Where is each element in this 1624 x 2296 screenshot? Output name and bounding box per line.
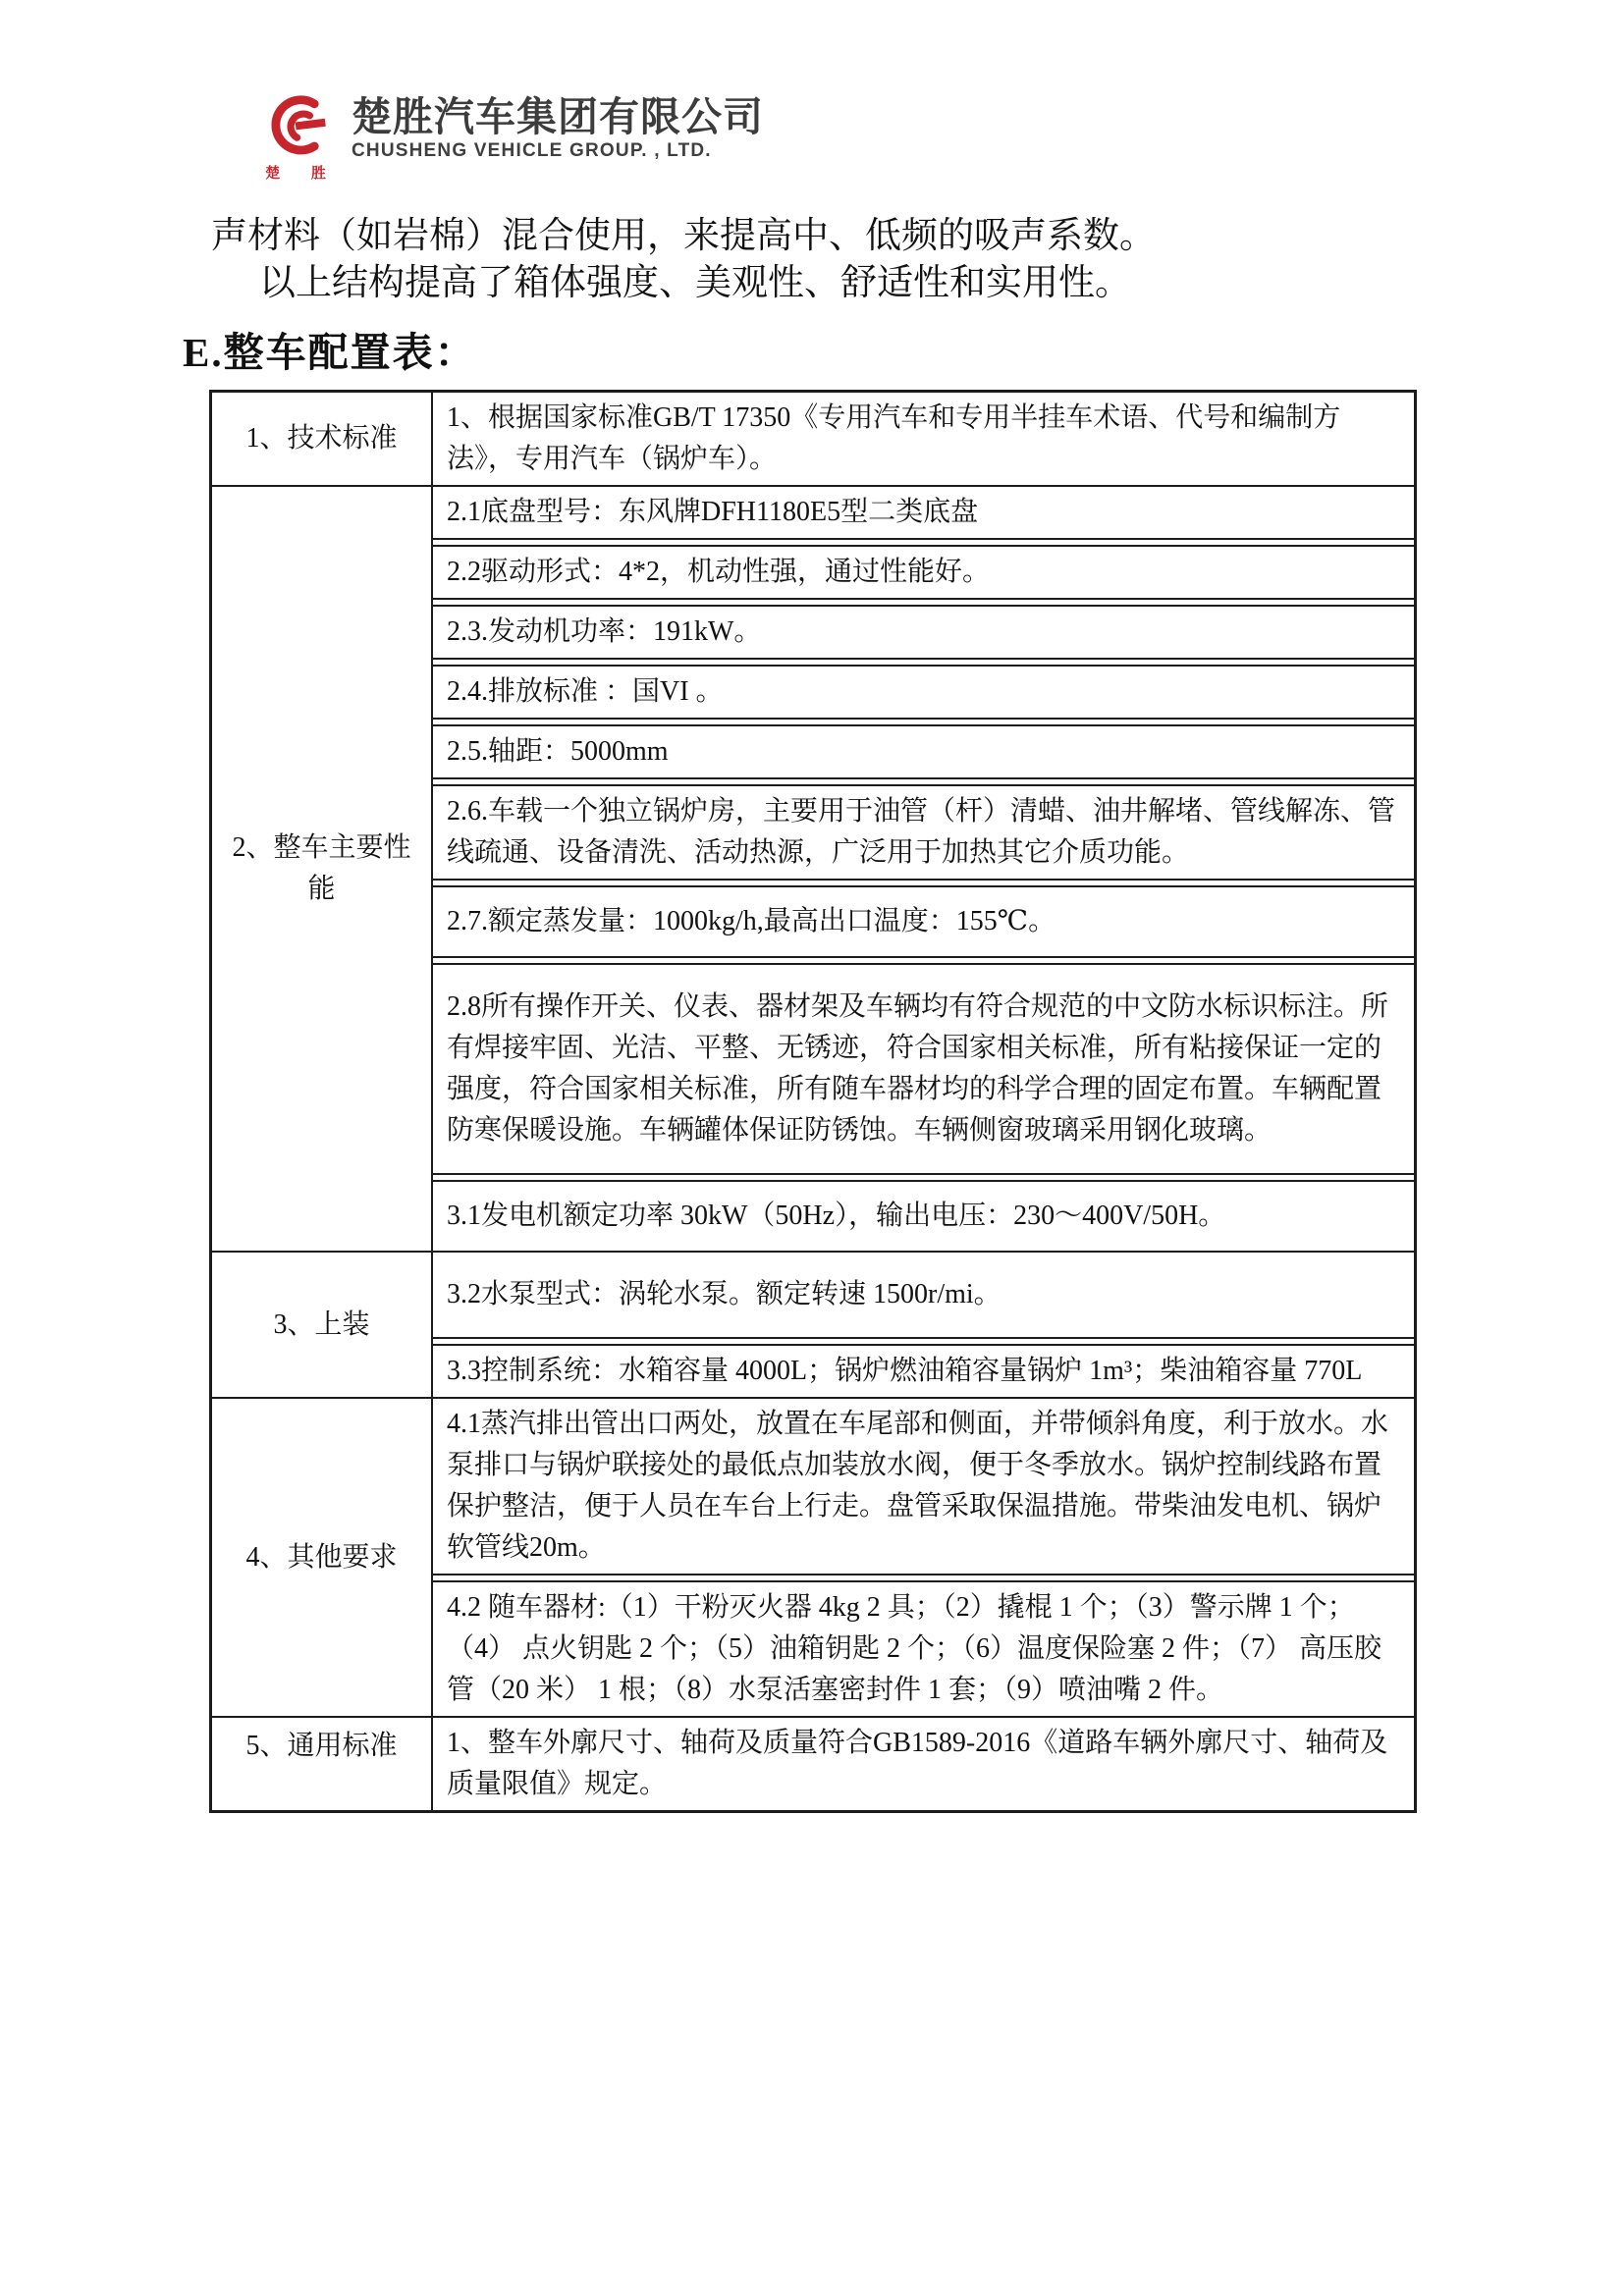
spec-cell: 2.3.发动机功率：191kW。 bbox=[433, 605, 1414, 658]
spec-cell: 4.1蒸汽排出管出口两处，放置在车尾部和侧面，并带倾斜角度，利于放水。水泵排口与锅炉联接处的最低点加装放水阀，便于冬季放水。锅炉控制线路布置保护整洁，便于人员在车台上行走。盘管采取保温措施。带柴油发电机、锅炉软管线20m。 bbox=[447, 1409, 1389, 1563]
table-row-group-2 bbox=[212, 485, 1414, 1251]
group-cells bbox=[433, 1399, 1414, 1716]
group-cells bbox=[433, 487, 1414, 1251]
group-label: 1、技术标准 bbox=[212, 393, 433, 485]
spec-cell: 3.1发电机额定功率 30kW（50Hz），输出电压：230～400V/50H。 bbox=[433, 1180, 1414, 1251]
group-cells bbox=[433, 1718, 1414, 1810]
spec-cell: 2.4.排放标准 ：国VI 。 bbox=[433, 665, 1414, 718]
group-label: 5、通用标准 bbox=[212, 1718, 433, 1810]
group-label: 4、其他要求 bbox=[212, 1399, 433, 1716]
spec-cell: 1、整车外廓尺寸、轴荷及质量符合GB1589-2016《道路车辆外廓尺寸、轴荷及质量限值》规定。 bbox=[447, 1728, 1388, 1799]
spec-cell: 3.2水泵型式：涡轮水泵。额定转速 1500r/mi。 bbox=[447, 1279, 1001, 1309]
spec-cell: 2.8所有操作开关、仪表、器材架及车辆均有符合规范的中文防水标识标注。所有焊接牢固、光洁、平整、无锈迹，符合国家相关标准，所有粘接保证一定的强度，符合国家相关标准，所有随车器材均的科学合理的固定布置。车辆配置防寒保暖设施。车辆罐体保证防锈蚀。车辆侧窗玻璃采用钢化玻璃。 bbox=[433, 963, 1414, 1173]
spec-cell: 2.6.车载一个独立锅炉房，主要用于油管（杆）清蜡、油井解堵、管线解冻、管线疏通、设备清洗、活动热源，广泛用于加热其它介质功能。 bbox=[433, 784, 1414, 879]
spec-cell: 3.3控制系统：水箱容量 4000L；锅炉燃油箱容量锅炉 1m³；柴油箱容量 770L bbox=[433, 1344, 1414, 1397]
company-name-cn: 楚胜汽车集团有限公司 bbox=[352, 94, 764, 139]
logo-text bbox=[352, 94, 764, 163]
spec-cell: 2.1底盘型号：东风牌DFH1180E5型二类底盘 bbox=[447, 497, 979, 527]
chusheng-logo-icon bbox=[264, 146, 335, 163]
spec-cell: 4.2 随车器材:（1）干粉灭火器 4kg 2 具；（2）撬棍 1 个；（3）警示牌 1 个；（4） 点火钥匙 2 个；（5）油箱钥匙 2 个；（6）温度保险塞 2 件；（7） 高压胶管（20 米） 1 根；（8）水泵活塞密封件 1 套；（9）喷油嘴 2 件。 bbox=[433, 1580, 1414, 1716]
table-row-group-1 bbox=[212, 393, 1414, 485]
spec-cell: 2.2驱动形式：4*2，机动性强，通过性能好。 bbox=[433, 545, 1414, 598]
spec-cell: 2.7.额定蒸发量：1000kg/h,最高出口温度：155℃。 bbox=[433, 885, 1414, 956]
group-label: 3、上装 bbox=[212, 1253, 433, 1397]
vehicle-config-table bbox=[209, 390, 1417, 1813]
logo-mark-label: 楚 胜 bbox=[265, 166, 340, 182]
table-row-group-4 bbox=[212, 1397, 1414, 1716]
section-heading: E.整车配置表： bbox=[183, 330, 477, 375]
logo-mark bbox=[257, 94, 342, 183]
table-row-group-3 bbox=[212, 1251, 1414, 1397]
company-logo bbox=[257, 94, 764, 183]
spec-cell: 1、根据国家标准GB/T 17350《专用汽车和专用半挂车术语、代号和编制方法》，专用汽车（锅炉车）。 bbox=[447, 402, 1341, 474]
table-row-group-5 bbox=[212, 1716, 1414, 1810]
company-name-en: CHUSHENG VEHICLE GROUP. , LTD. bbox=[352, 140, 712, 161]
intro-line-2: 以上结构提高了箱体强度、美观性、舒适性和实用性。 bbox=[259, 263, 1131, 303]
group-cells bbox=[433, 1253, 1414, 1397]
group-cells bbox=[433, 393, 1414, 485]
intro-line-1: 声材料（如岩棉）混合使用，来提高中、低频的吸声系数。 bbox=[211, 216, 1156, 256]
group-label: 2、整车主要性能 bbox=[212, 487, 433, 1251]
spec-cell: 2.5.轴距：5000mm bbox=[433, 724, 1414, 777]
